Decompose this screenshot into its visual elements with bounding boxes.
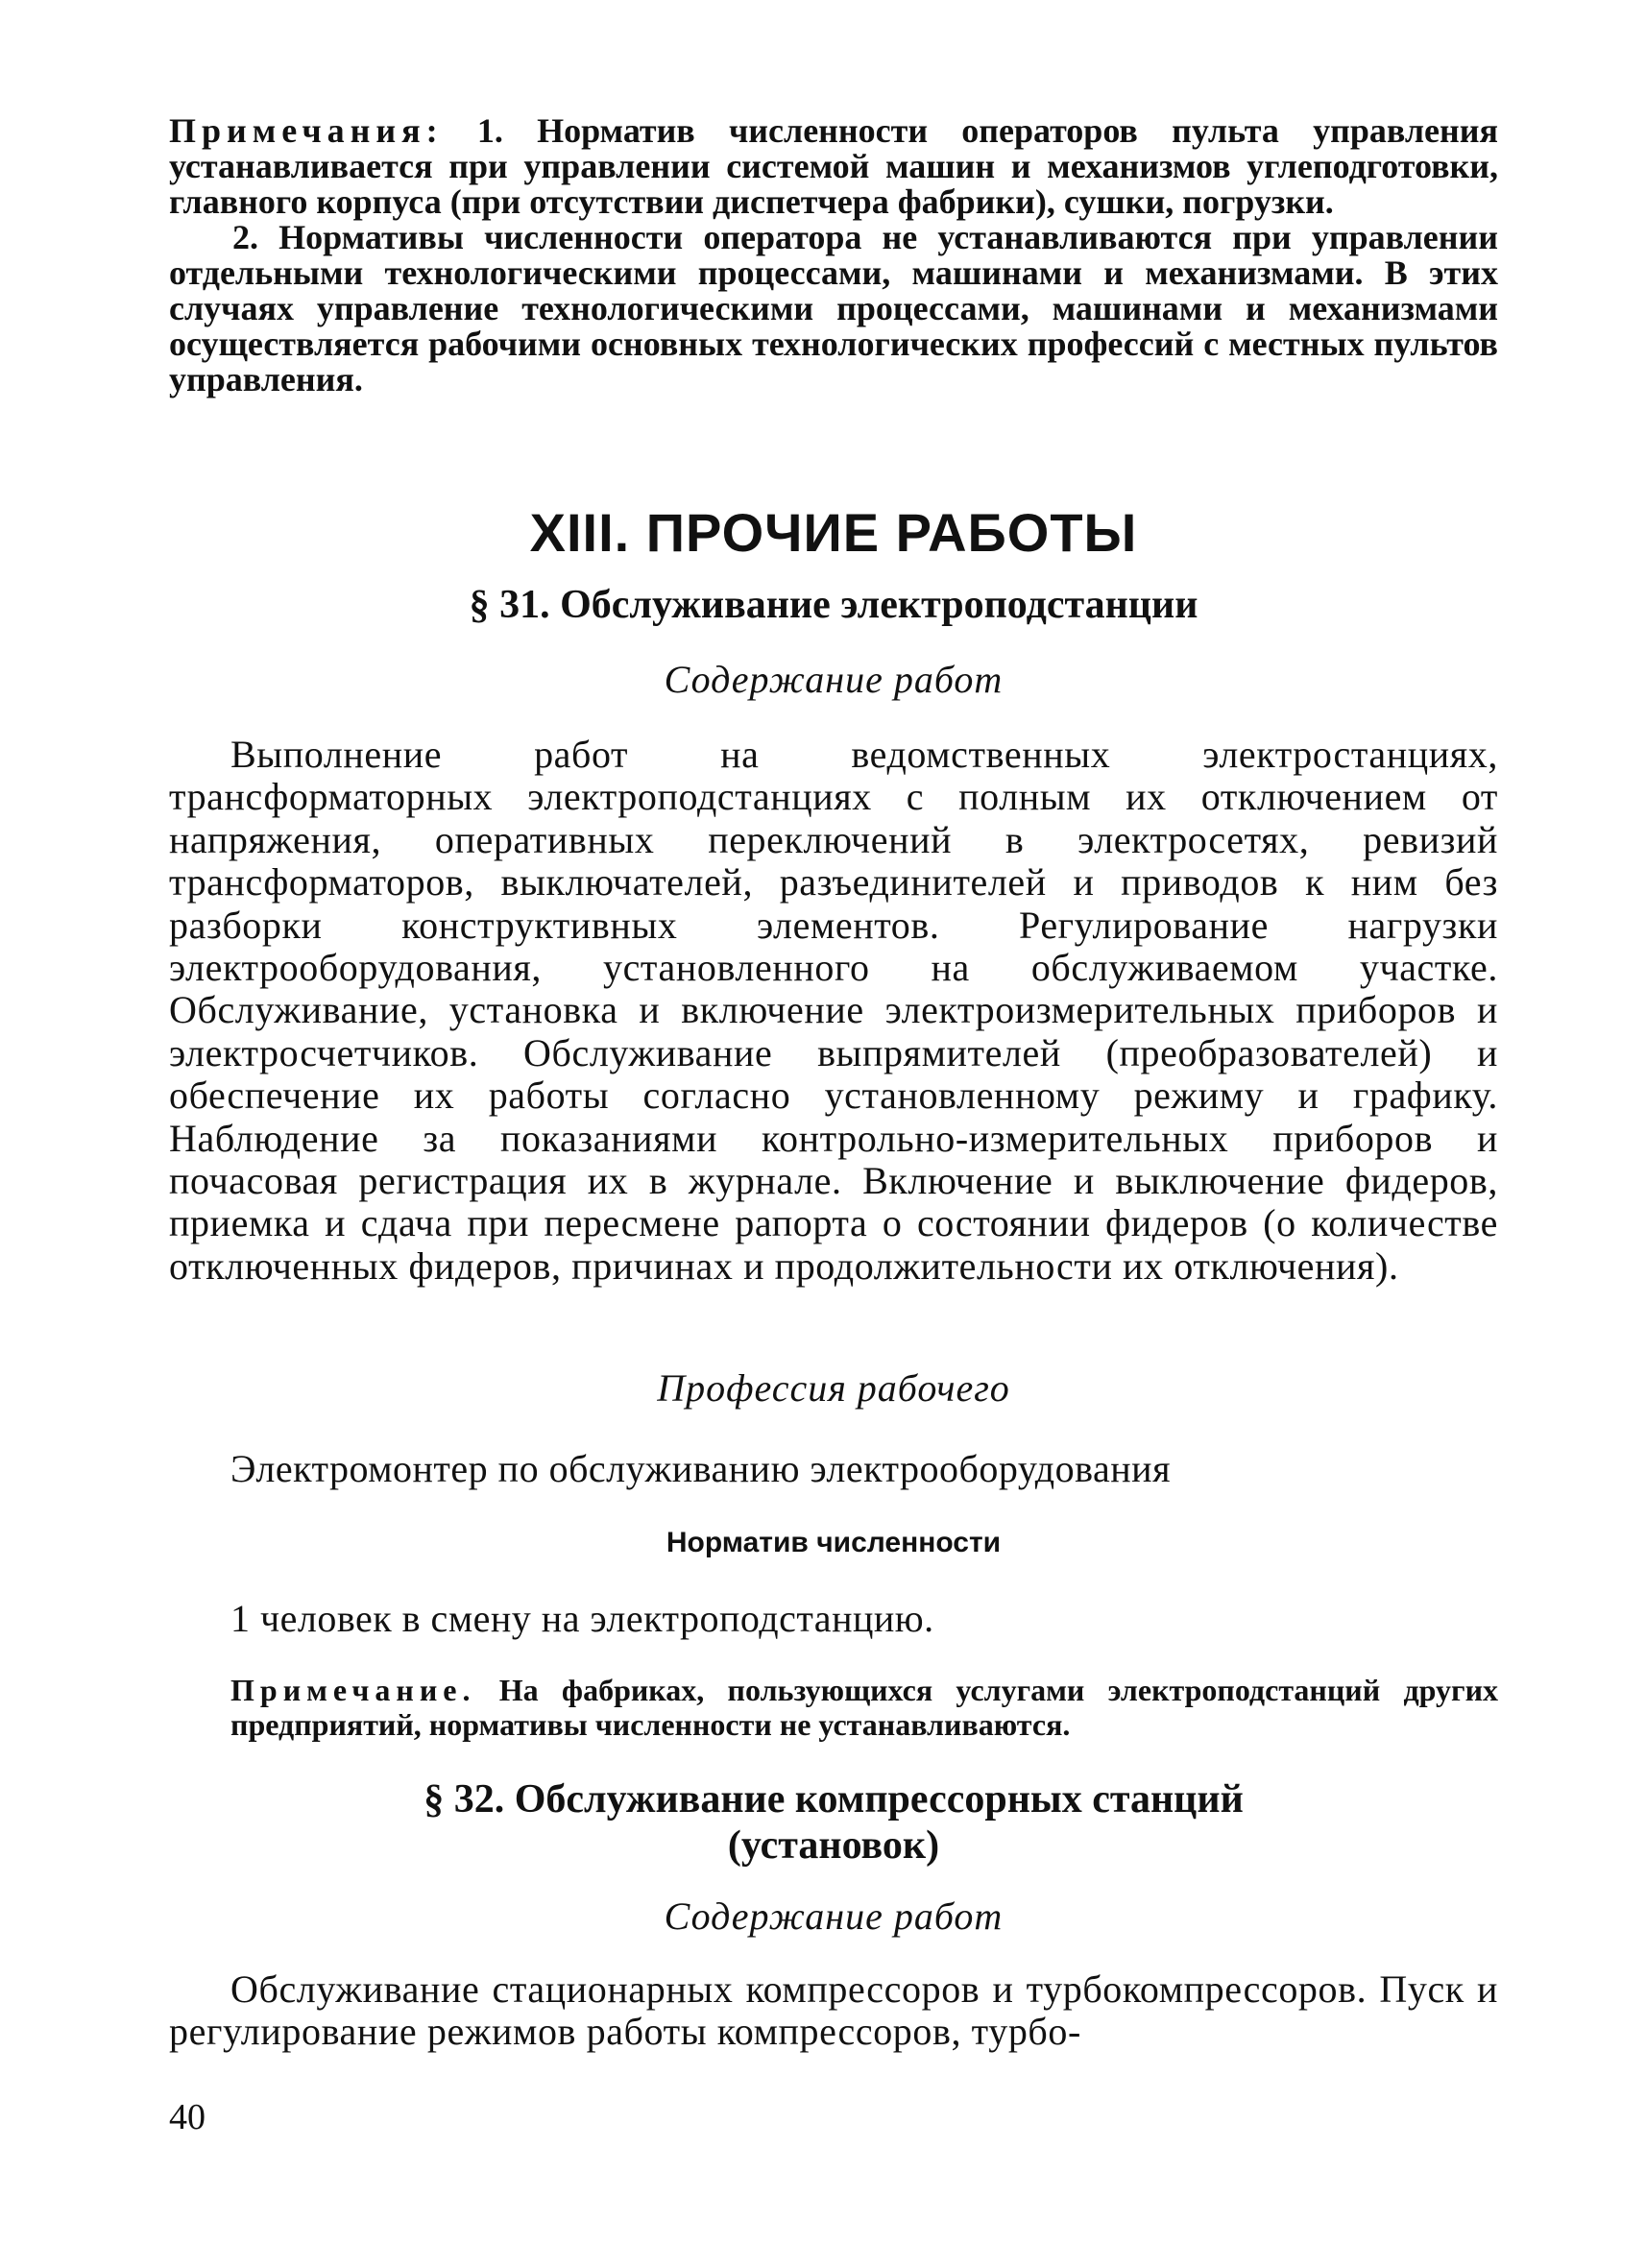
section-title: XIII. ПРОЧИЕ РАБОТЫ [529,502,1138,563]
paragraph-31-title: § 31. Обслуживание электроподстанции [469,583,1198,627]
norm-text: 1 человек в смену на электроподстанцию. [230,1597,934,1640]
content-text-32 [169,1968,1498,2054]
content-paragraph-31: Выполнение работ на ведомственных электростанциях, трансформаторных электроподстанциях с полным их отключением от напряжения, оперативных переключений в электросетях, ревизий трансформаторов, выключателей, разъединителей и приводов к ним без разборки конструктивных элементов. Регулирование нагрузки электрооборудования, установленного на обслуживаемом участке. Обслуживание, установка и включение электроизмерительных приборов и электросчетчиков. Обслуживание выпрямителей (преобразователей) и обеспечение их работы согласно установленному режиму и графику. Наблюдение за показаниями контрольно-измерительных приборов и почасовая регистрация их в журнале. Включение и выключение фидеров, приемка и сдача при пересмене рапорта о состоянии фидеров (о количестве отключенных фидеров, причинах и продолжительности их отключения). [169,733,1498,1288]
note-2: 2. Нормативы численности оператора не устанавливаются при управлении отдельными технологическими процессами, машинами и механизмами. В этих случаях управление технологическими процессами, машинами и механизмами осуществляется рабочими основных технологических профессий с местных пультов управления. [169,218,1498,398]
note-31-text: На фабриках, пользующихся услугами электроподстанций других предприятий, нормативы численности не устанавливаются. [230,1673,1499,1742]
paragraph-32-title-line2: (установок) [727,1823,940,1868]
profession-heading: Профессия рабочего [657,1366,1010,1410]
page-number: 40 [169,2097,206,2137]
content-heading-31: Содержание работ [664,658,1004,701]
note-31-label: Примечание. [230,1673,476,1707]
content-text-31 [169,734,1498,1288]
notes-label: Примечания: [169,111,444,150]
content-heading-32: Содержание работ [664,1894,1004,1938]
norm-heading: Норматив численности [666,1527,1002,1558]
note-31 [230,1673,1498,1742]
note-1 [169,113,1498,220]
content-paragraph-32: Обслуживание стационарных компрессоров и турбокомпрессоров. Пуск и регулирование режимов работы компрессоров, турбо- [169,1967,1498,2054]
note-1-text: 1. Норматив численности операторов пульта управления устанавливается при управлении системой машин и механизмов углеподготовки, главного корпуса (при отсутствии диспетчера фабрики), сушки, погрузки. [169,111,1498,221]
paragraph-32-title-line1: § 32. Обслуживание компрессорных станций [424,1777,1244,1822]
notes-block [169,113,1498,398]
paragraph-32-title [169,1776,1498,1869]
profession-text: Электромонтер по обслуживанию электрооборудования [230,1447,1171,1490]
